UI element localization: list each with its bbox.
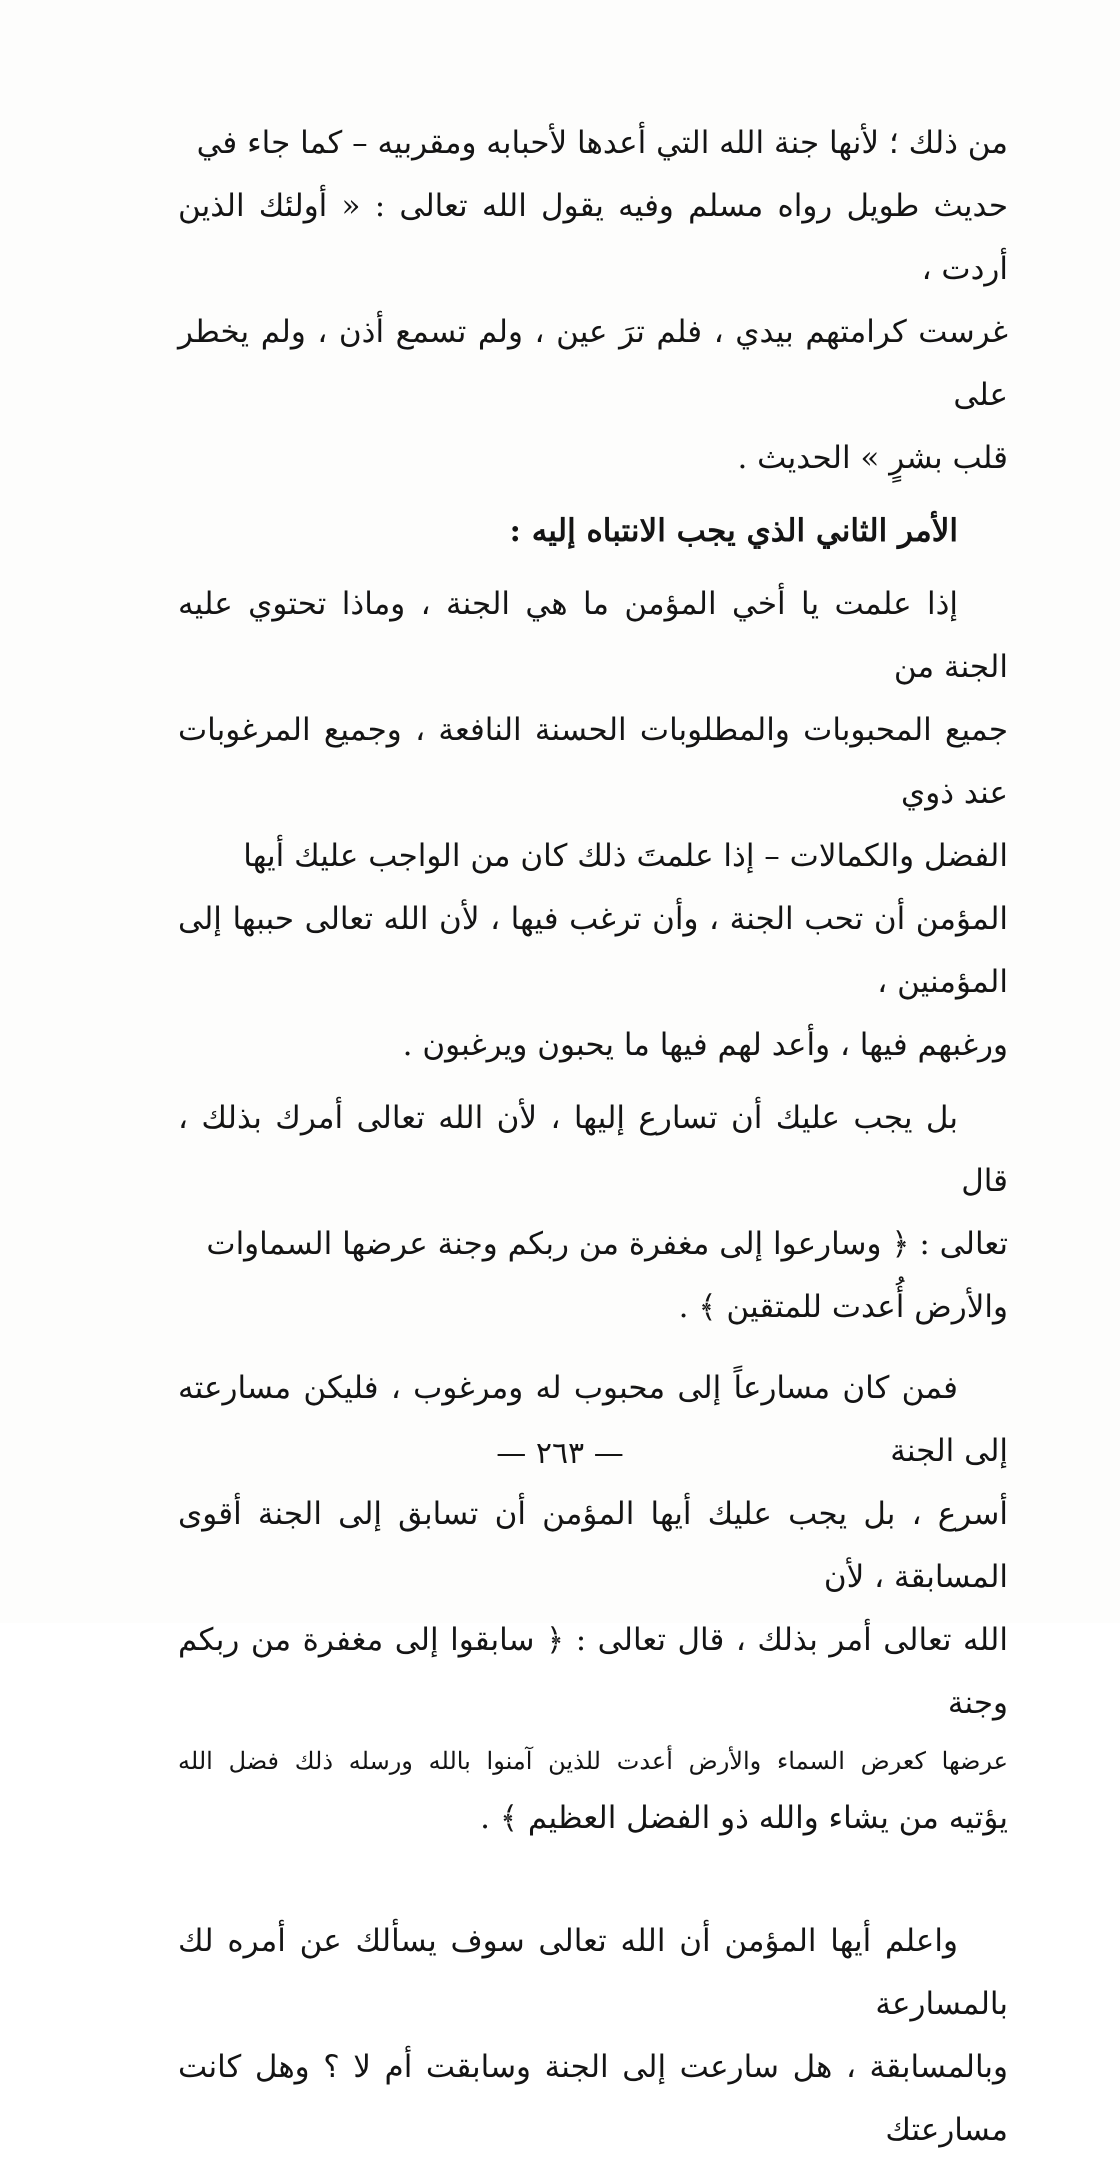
text-line: غرست كرامتهم بيدي ، فلم ترَ عين ، ولم تسمع أذن ، ولم يخطر على — [178, 314, 1008, 413]
text-line: إذا علمت يا أخي المؤمن ما هي الجنة ، وماذا تحتوي عليه الجنة من — [178, 586, 1008, 685]
text-line: حديث طويل رواه مسلم وفيه يقول الله تعالى : « أولئك الذين أردت ، — [178, 188, 1008, 287]
paragraph-hasten — [178, 1087, 1008, 1339]
text-line: تعالى : ﴿ وسارعوا إلى مغفرة من ربكم وجنة عرضها السماوات — [206, 1226, 1008, 1262]
text-line: يؤتيه من يشاء والله ذو الفضل العظيم ﴾ . — [480, 1800, 1008, 1836]
paragraph-compete — [178, 1357, 1008, 1850]
text-line: وبالمسابقة ، هل سارعت إلى الجنة وسابقت أم لا ؟ وهل كانت مسارعتك — [178, 2049, 1008, 2148]
page-body — [178, 112, 1008, 2162]
text-line: والأرض أُعدت للمتقين ﴾ . — [678, 1289, 1008, 1325]
text-line: ورغبهم فيها ، وأعد لهم فيها ما يحبون ويرغبون . — [402, 1027, 1008, 1063]
paragraph-continuation — [178, 112, 1008, 490]
text-line: واعلم أيها المؤمن أن الله تعالى سوف يسألك عن أمره لك بالمسارعة — [178, 1923, 1008, 2022]
text-line: بل يجب عليك أن تسارع إليها ، لأن الله تعالى أمرك بذلك ، قال — [178, 1100, 1008, 1199]
paragraph-accountability — [178, 1910, 1008, 2162]
page-number: — ٢٦٣ — — [496, 1436, 624, 1471]
text-line-small: عرضها كعرض السماء والأرض أعدت للذين آمنوا بالله ورسله ذلك فضل الله — [178, 1747, 1008, 1775]
paragraph-love-of-paradise — [178, 573, 1008, 1077]
text-line: من ذلك ؛ لأنها جنة الله التي أعدها لأحبابه ومقربيه – كما جاء في — [196, 125, 1008, 161]
text-line: أسرع ، بل يجب عليك أيها المؤمن أن تسابق إلى الجنة أقوى المسابقة ، لأن — [178, 1496, 1008, 1595]
text-line: قلب بشرٍ » الحديث . — [737, 440, 1008, 476]
section-heading: الأمر الثاني الذي يجب الانتباه إليه : — [509, 513, 958, 549]
text-line: جميع المحبوبات والمطلوبات الحسنة النافعة ، وجميع المرغوبات عند ذوي — [178, 712, 1008, 811]
text-line: المؤمن أن تحب الجنة ، وأن ترغب فيها ، لأن الله تعالى حببها إلى المؤمنين ، — [178, 901, 1008, 1000]
text-line: فمن كان مسارعاً إلى محبوب له ومرغوب ، فليكن مسارعته إلى الجنة — [178, 1370, 1008, 1469]
text-line: الفضل والكمالات – إذا علمتَ ذلك كان من الواجب عليك أيها — [243, 838, 1008, 874]
text-line: الله تعالى أمر بذلك ، قال تعالى : ﴿ سابقوا إلى مغفرة من ربكم وجنة — [178, 1622, 1008, 1721]
